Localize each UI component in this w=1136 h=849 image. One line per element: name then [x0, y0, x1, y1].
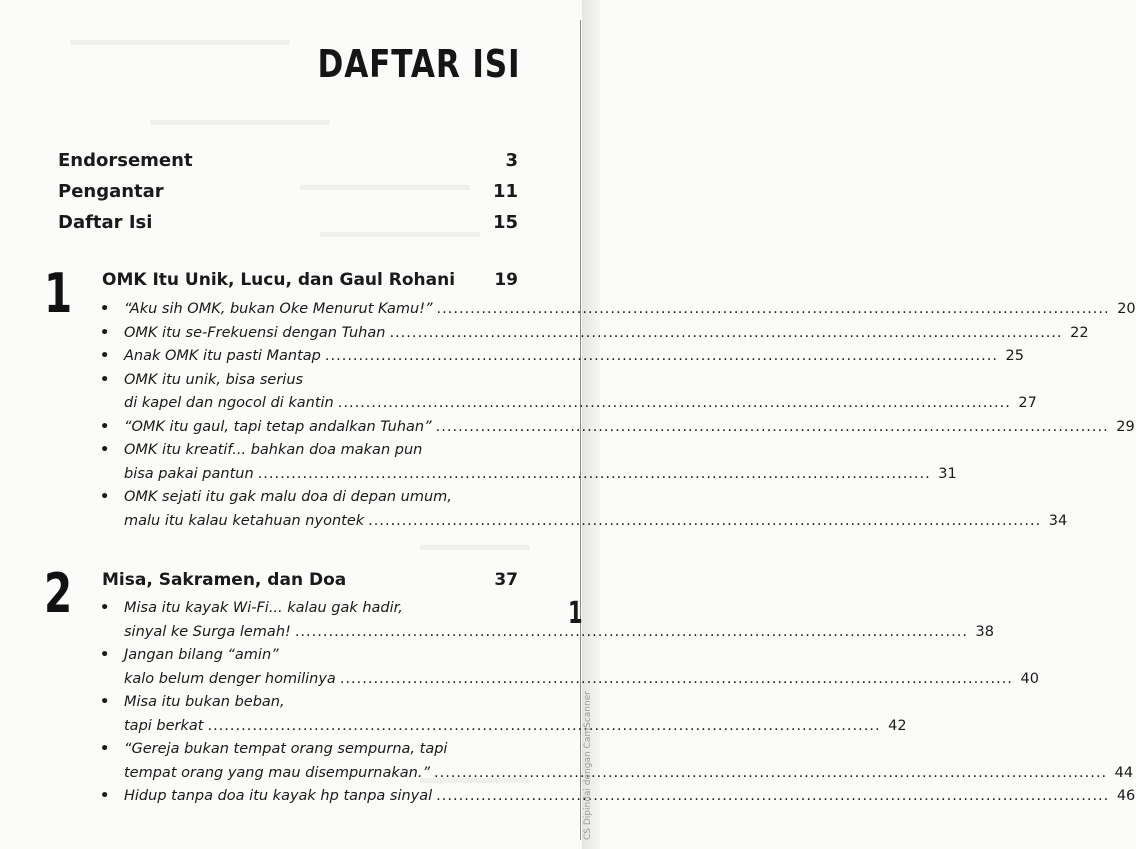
side-chapter-marker: 1: [568, 596, 583, 631]
toc-entry[interactable]: [100, 322, 1089, 346]
toc-entry-page: 34: [1048, 512, 1068, 529]
dot-leader: ........................................................................................................................: [294, 623, 968, 640]
toc-entry-text: kalo belum denger homilinya: [124, 670, 336, 687]
scanner-watermark-text: CS Dipindai dengan CamScanner: [583, 691, 593, 840]
toc-front-entry[interactable]: [58, 150, 518, 176]
chapter-number: 2: [44, 562, 73, 625]
toc-entry-text: tempat orang yang mau disempurnakan.”: [124, 764, 430, 781]
page-title: DAFTAR ISI: [317, 42, 520, 86]
toc-entry-page: 22: [1070, 324, 1089, 341]
toc-entry[interactable]: [100, 785, 1136, 809]
chapter-title: OMK Itu Unik, Lucu, dan Gaul Rohani: [102, 270, 456, 290]
toc-entry[interactable]: [100, 691, 907, 738]
toc-front-title: Daftar Isi: [58, 212, 153, 233]
toc-entry-text: Hidup tanpa doa itu kayak hp tanpa sinyal: [124, 788, 433, 804]
toc-entry-text: “OMK itu gaul, tapi tetap andalkan Tuhan”: [124, 418, 432, 435]
toc-entry-text: OMK itu se-Frekuensi dengan Tuhan: [124, 324, 386, 341]
bullet-icon: •: [100, 788, 110, 804]
chapter-title: Misa, Sakramen, dan Doa: [102, 570, 347, 590]
toc-entry-text: OMK itu unik, bisa serius: [124, 371, 304, 388]
toc-entry[interactable]: [100, 345, 1024, 369]
bullet-icon: •: [100, 348, 110, 364]
toc-entry[interactable]: [100, 369, 1037, 416]
dot-leader: ........................................................................................................................: [433, 764, 1108, 781]
chapter-number: 1: [44, 262, 73, 325]
bullet-icon: •: [100, 418, 110, 435]
bullet-icon: •: [100, 694, 110, 710]
dot-leader: ........................................................................................................................: [389, 324, 1063, 341]
toc-entry-text: malu itu kalau ketahuan nyontek: [124, 512, 365, 529]
dot-leader: ........................................................................................................................: [435, 418, 1109, 435]
toc-entry-text: tapi berkat: [124, 717, 204, 734]
bullet-icon: •: [100, 301, 110, 317]
dot-leader: ........................................................................................................................: [257, 465, 931, 482]
toc-front-entry[interactable]: [58, 212, 518, 238]
dot-leader: ........................................................................................................................: [339, 670, 1013, 687]
toc-entry-text: Misa itu bukan beban,: [124, 694, 285, 710]
dot-leader: ........................................................................................................................: [368, 512, 1042, 529]
toc-entry-text: di kapel dan ngocol di kantin: [124, 395, 334, 411]
toc-entry[interactable]: [100, 597, 994, 644]
bullet-icon: •: [100, 489, 110, 505]
toc-entry[interactable]: [100, 298, 1136, 322]
toc-entry[interactable]: [100, 738, 1134, 785]
toc-entry-text: Anak OMK itu pasti Mantap: [124, 348, 321, 364]
toc-entry-page: 40: [1020, 670, 1039, 687]
toc-front-title: Endorsement: [58, 150, 193, 171]
dot-leader: ........................................................................................................................: [436, 788, 1110, 804]
bullet-icon: •: [100, 647, 110, 663]
toc-entry-page: 38: [975, 623, 994, 640]
bullet-icon: •: [100, 741, 110, 757]
chapter-page: 37: [494, 570, 518, 590]
toc-entry-text: sinyal ke Surga lemah!: [124, 623, 291, 640]
toc-entry-page: 44: [1114, 764, 1134, 781]
toc-front-page: 15: [492, 212, 518, 233]
show-through-mark: [420, 545, 530, 550]
scanner-watermark: [583, 640, 597, 840]
dot-leader: ........................................................................................................................: [207, 717, 881, 734]
toc-front-title: Pengantar: [58, 181, 164, 202]
toc-front-page: 3: [505, 150, 518, 171]
toc-entry-text: “Aku sih OMK, bukan Oke Menurut Kamu!”: [124, 301, 433, 317]
toc-entry-text: Misa itu kayak Wi-Fi... kalau gak hadir,: [124, 600, 403, 616]
toc-entry-page: 42: [888, 717, 907, 734]
bullet-icon: •: [100, 442, 110, 458]
toc-entry-page: 27: [1018, 395, 1037, 411]
toc-entry-text: “Gereja bukan tempat orang sempurna, tapi: [124, 741, 448, 757]
toc-entry-text: Jangan bilang “amin”: [124, 647, 279, 663]
toc-entry-page: 25: [1005, 348, 1024, 364]
toc-entry[interactable]: [100, 416, 1135, 440]
toc-entry-text: OMK sejati itu gak malu doa di depan umum,: [124, 489, 452, 505]
toc-entry-text: bisa pakai pantun: [124, 465, 254, 482]
toc-front-page: 11: [492, 181, 518, 202]
toc-entry[interactable]: [100, 644, 1039, 691]
toc-entry-text: OMK itu kreatif... bahkan doa makan pun: [124, 442, 423, 458]
show-through-mark: [70, 40, 290, 45]
toc-entry[interactable]: [100, 439, 957, 486]
toc-front-entry[interactable]: [58, 181, 518, 207]
toc-entry-page: 31: [938, 465, 957, 482]
chapter-heading[interactable]: [102, 570, 518, 590]
chapter-heading[interactable]: [102, 270, 518, 290]
bullet-icon: •: [100, 324, 110, 341]
dot-leader: ........................................................................................................................: [324, 348, 998, 364]
toc-entry-page: 20: [1117, 301, 1136, 317]
bullet-icon: •: [100, 600, 110, 616]
dot-leader: ........................................................................................................................: [337, 395, 1011, 411]
toc-entry-page: 29: [1116, 418, 1135, 435]
chapter-page: 19: [494, 270, 518, 290]
toc-entry[interactable]: [100, 486, 1068, 533]
toc-entry-page: 46: [1116, 788, 1136, 804]
dot-leader: ........................................................................................................................: [436, 301, 1110, 317]
bullet-icon: •: [100, 371, 110, 388]
show-through-mark: [150, 120, 330, 125]
